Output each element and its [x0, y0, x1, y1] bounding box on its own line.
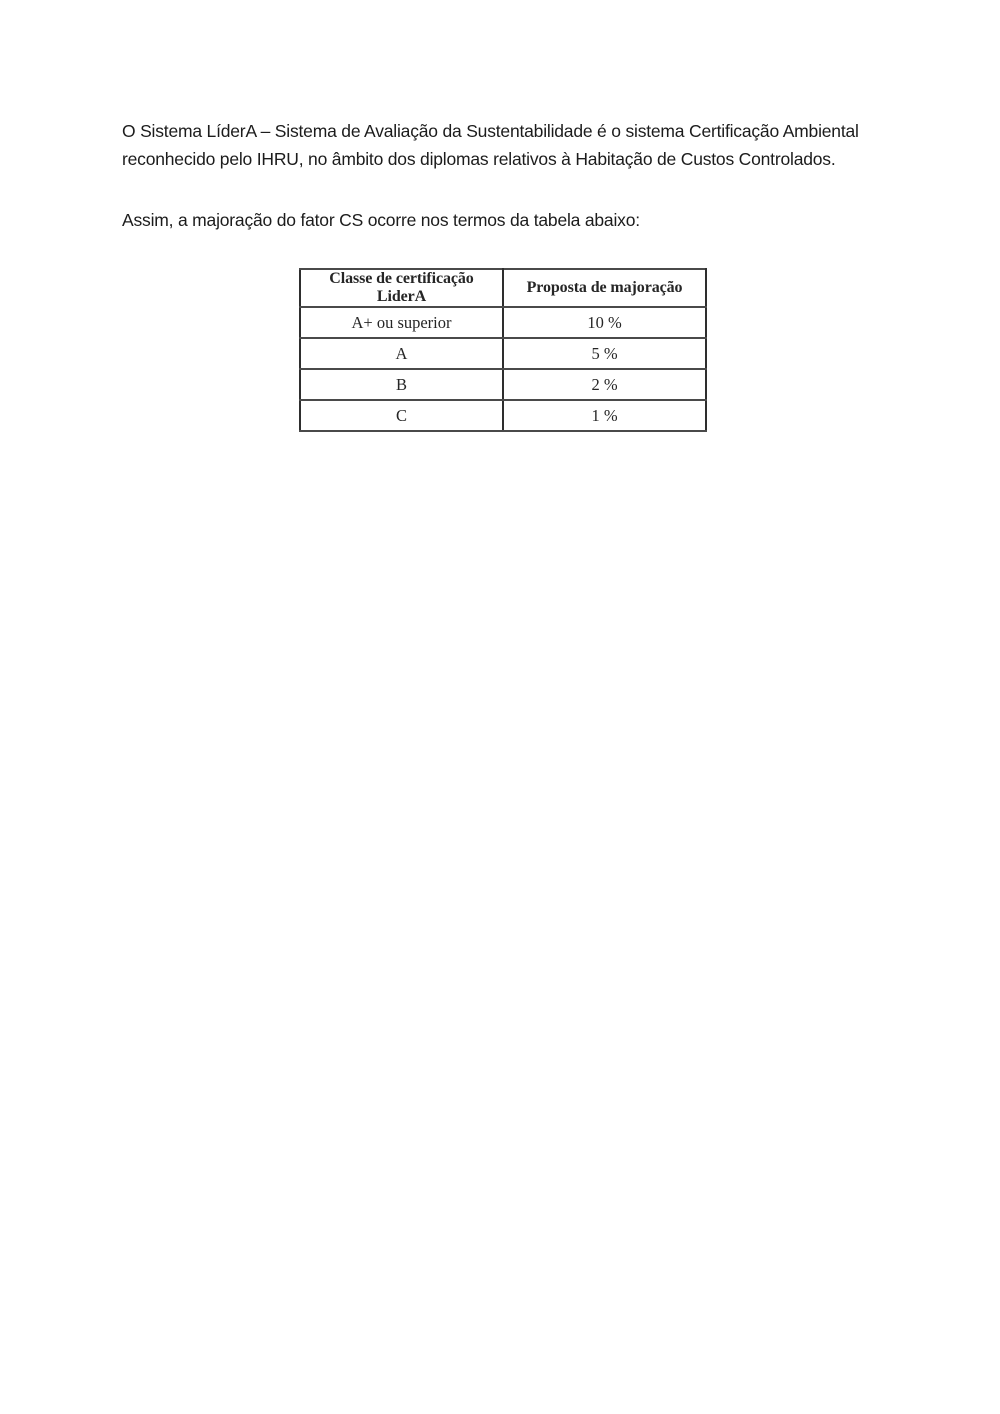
- table-header-row: [300, 269, 706, 307]
- table-row: [300, 369, 706, 400]
- certification-table: [299, 268, 707, 432]
- table-row: [300, 307, 706, 338]
- intro-paragraph: [122, 117, 859, 173]
- table-header-class: Classe de certificação LiderA: [300, 269, 503, 307]
- class-cell: A+ ou superior: [300, 307, 503, 338]
- intro-paragraph-line-2: reconhecido pelo IHRU, no âmbito dos diplomas relativos à Habitação de Custos Controlados.: [122, 149, 836, 169]
- proposal-cell: 10 %: [503, 307, 706, 338]
- proposal-cell: 1 %: [503, 400, 706, 431]
- class-cell: B: [300, 369, 503, 400]
- proposal-cell: 5 %: [503, 338, 706, 369]
- intro-paragraph-line-1: O Sistema LíderA – Sistema de Avaliação da Sustentabilidade é o sistema Certificação Ambiental: [122, 121, 859, 141]
- class-cell: A: [300, 338, 503, 369]
- table-row: [300, 338, 706, 369]
- proposal-cell: 2 %: [503, 369, 706, 400]
- table-header-proposal: Proposta de majoração: [503, 269, 706, 307]
- class-cell: C: [300, 400, 503, 431]
- table-row: [300, 400, 706, 431]
- table-intro-paragraph: Assim, a majoração do fator CS ocorre nos termos da tabela abaixo:: [122, 210, 640, 230]
